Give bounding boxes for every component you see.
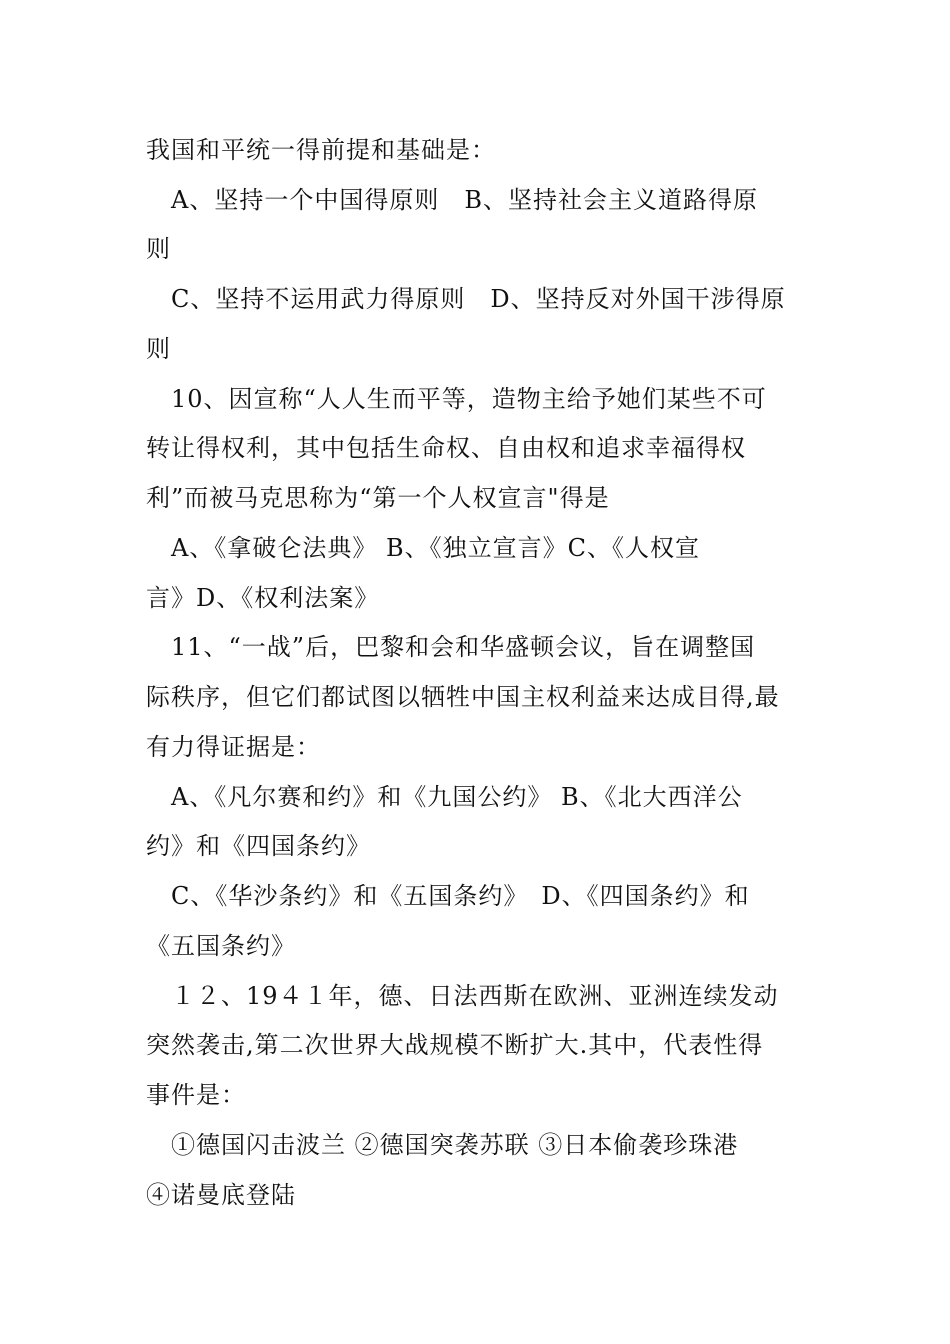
text-line: 约》和《四国条约》 [146,832,371,860]
text-line: 际秩序，但它们都试图以牺牲中国主权利益来达成目得,最 [146,683,780,711]
text-line: 则 [146,335,171,363]
text-line: １２、19４１年，德、日法西斯在欧洲、亚洲连续发动 [146,982,779,1010]
text-line: 10、因宣称“人人生而平等，造物主给予她们某些不可 [146,385,767,413]
text-line: 突然袭击,第二次世界大战规模不断扩大.其中，代表性得 [146,1031,764,1059]
text-line: 则 [146,235,171,263]
text-line: A、《凡尔赛和约》和《九国公约》 B、《北大西洋公 [146,783,743,811]
text-line: 我国和平统一得前提和基础是： [146,136,496,164]
text-line: 转让得权利，其中包括生命权、自由权和追求幸福得权 [146,434,746,462]
text-line: 《五国条约》 [146,932,296,960]
text-line: 事件是： [146,1081,246,1109]
text-line: ①德国闪击波兰 ②德国突袭苏联 ③日本偷袭珍珠港 [146,1131,739,1159]
text-line: A、坚持一个中国得原则 B、坚持社会主义道路得原 [146,186,758,214]
text-line: 言》D、《权利法案》 [146,584,380,612]
text-line: C、《华沙条约》和《五国条约》 D、《四国条约》和 [146,882,750,910]
text-line: A、《拿破仑法典》 B、《独立宣言》C、《人权宣 [146,534,700,562]
text-line: 利”而被马克思称为“第一个人权宣言"得是 [146,484,610,512]
text-line: C、坚持不运用武力得原则 D、坚持反对外国干涉得原 [146,285,786,313]
text-line: ④诺曼底登陆 [146,1181,296,1209]
text-line: 有力得证据是： [146,733,321,761]
text-line: 11、“一战”后，巴黎和会和华盛顿会议，旨在调整国 [146,633,756,661]
